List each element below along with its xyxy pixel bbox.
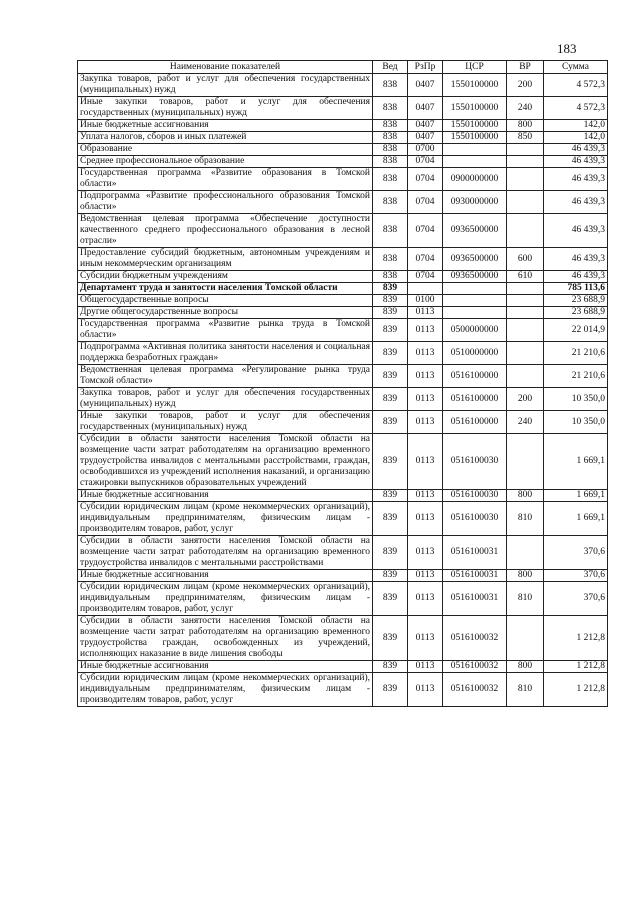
cell-csr <box>443 295 507 307</box>
cell-sum: 46 439,3 <box>544 271 608 283</box>
cell-ved: 838 <box>373 120 408 132</box>
cell-ved: 839 <box>373 502 408 536</box>
cell-ved: 839 <box>373 388 408 411</box>
cell-csr: 0516100030 <box>443 490 507 502</box>
table-row <box>78 342 608 365</box>
cell-name: Закупка товаров, работ и услуг для обеспечения государственных (муниципальных) нужд <box>78 388 373 411</box>
header-rzpr: РзПр <box>408 61 443 74</box>
cell-ved: 838 <box>373 132 408 144</box>
cell-csr: 1550100000 <box>443 97 507 120</box>
cell-sum: 46 439,3 <box>544 168 608 191</box>
table-row <box>78 616 608 661</box>
cell-sum: 23 688,9 <box>544 295 608 307</box>
cell-rzpr: 0704 <box>408 271 443 283</box>
cell-csr: 0936500000 <box>443 214 507 248</box>
table-row <box>78 271 608 283</box>
table-row <box>78 144 608 156</box>
table-row <box>78 120 608 132</box>
cell-rzpr: 0113 <box>408 490 443 502</box>
cell-csr: 0516100031 <box>443 582 507 616</box>
cell-sum: 1 212,8 <box>544 673 608 707</box>
cell-csr: 0516100032 <box>443 673 507 707</box>
cell-vr <box>507 536 544 570</box>
cell-ved: 839 <box>373 365 408 388</box>
table-row <box>78 191 608 214</box>
cell-csr: 0516100030 <box>443 434 507 490</box>
cell-name: Иные закупки товаров, работ и услуг для обеспечения государственных (муниципальных) нужд <box>78 411 373 434</box>
cell-rzpr: 0113 <box>408 616 443 661</box>
cell-vr: 810 <box>507 582 544 616</box>
cell-csr: 1550100000 <box>443 120 507 132</box>
cell-rzpr: 0704 <box>408 191 443 214</box>
cell-csr: 1550100000 <box>443 74 507 97</box>
table-row <box>78 570 608 582</box>
cell-rzpr: 0407 <box>408 97 443 120</box>
table-row <box>78 490 608 502</box>
cell-sum: 370,6 <box>544 582 608 616</box>
cell-ved: 838 <box>373 156 408 168</box>
cell-sum: 4 572,3 <box>544 97 608 120</box>
cell-name: Подпрограмма «Развитие профессионального образования Томской области» <box>78 191 373 214</box>
cell-name: Ведомственная целевая программа «Регулирование рынка труда Томской области» <box>78 365 373 388</box>
cell-ved: 839 <box>373 307 408 319</box>
cell-vr: 240 <box>507 411 544 434</box>
cell-sum: 46 439,3 <box>544 144 608 156</box>
cell-rzpr: 0113 <box>408 319 443 342</box>
cell-ved: 839 <box>373 434 408 490</box>
cell-rzpr: 0113 <box>408 434 443 490</box>
table-row <box>78 74 608 97</box>
cell-csr <box>443 156 507 168</box>
cell-ved: 839 <box>373 673 408 707</box>
table-row <box>78 132 608 144</box>
cell-rzpr: 0700 <box>408 144 443 156</box>
cell-rzpr: 0113 <box>408 570 443 582</box>
cell-vr: 600 <box>507 248 544 271</box>
cell-sum: 370,6 <box>544 570 608 582</box>
cell-ved: 838 <box>373 74 408 97</box>
cell-name: Субсидии в области занятости населения Томской области на возмещение части затрат работодателям на организацию временного трудоустройства инвалидов с ментальными расстройствами, граждан, освободившихся из учреждений исполнения наказаний, и организацию стажировки выпускников образовательных учреждений <box>78 434 373 490</box>
cell-sum: 1 669,1 <box>544 434 608 490</box>
cell-sum: 21 210,6 <box>544 365 608 388</box>
cell-vr <box>507 214 544 248</box>
cell-csr: 0516100000 <box>443 411 507 434</box>
cell-sum: 1 669,1 <box>544 490 608 502</box>
cell-name: Образование <box>78 144 373 156</box>
cell-ved: 839 <box>373 616 408 661</box>
cell-ved: 839 <box>373 411 408 434</box>
cell-vr: 810 <box>507 673 544 707</box>
cell-sum: 4 572,3 <box>544 74 608 97</box>
cell-rzpr <box>408 283 443 295</box>
cell-csr: 0936500000 <box>443 248 507 271</box>
cell-name: Общегосударственные вопросы <box>78 295 373 307</box>
table-row <box>78 365 608 388</box>
cell-csr: 0516100031 <box>443 536 507 570</box>
cell-name: Иные закупки товаров, работ и услуг для обеспечения государственных (муниципальных) нужд <box>78 97 373 120</box>
table-row <box>78 97 608 120</box>
cell-rzpr: 0704 <box>408 248 443 271</box>
cell-name: Среднее профессиональное образование <box>78 156 373 168</box>
cell-ved: 838 <box>373 144 408 156</box>
cell-name: Закупка товаров, работ и услуг для обеспечения государственных (муниципальных) нужд <box>78 74 373 97</box>
cell-name: Подпрограмма «Активная политика занятости населения и социальная поддержка безработных граждан» <box>78 342 373 365</box>
cell-csr: 0510000000 <box>443 342 507 365</box>
table-row <box>78 248 608 271</box>
cell-csr: 0516100032 <box>443 661 507 673</box>
header-name: Наименование показателей <box>78 61 373 74</box>
cell-rzpr: 0113 <box>408 536 443 570</box>
cell-name: Субсидии бюджетным учреждениям <box>78 271 373 283</box>
cell-sum: 10 350,0 <box>544 411 608 434</box>
cell-rzpr: 0113 <box>408 502 443 536</box>
table-row <box>78 156 608 168</box>
cell-csr: 0500000000 <box>443 319 507 342</box>
cell-sum: 21 210,6 <box>544 342 608 365</box>
cell-name: Ведомственная целевая программа «Обеспечение доступности качественного среднего профессионального образования в лесной отрасли» <box>78 214 373 248</box>
cell-name: Государственная программа «Развитие образования в Томской области» <box>78 168 373 191</box>
header-vr: ВР <box>507 61 544 74</box>
header-sum: Сумма <box>544 61 608 74</box>
cell-rzpr: 0113 <box>408 673 443 707</box>
table-row <box>78 388 608 411</box>
table-row <box>78 411 608 434</box>
cell-sum: 1 212,8 <box>544 616 608 661</box>
cell-vr <box>507 342 544 365</box>
cell-csr: 0936500000 <box>443 271 507 283</box>
cell-ved: 839 <box>373 295 408 307</box>
table-row <box>78 673 608 707</box>
cell-ved: 839 <box>373 570 408 582</box>
cell-vr: 800 <box>507 490 544 502</box>
cell-ved: 839 <box>373 342 408 365</box>
cell-vr <box>507 365 544 388</box>
cell-name: Субсидии юридическим лицам (кроме некоммерческих организаций), индивидуальным предпринимателям, физическим лицам - производителям товаров, работ, услуг <box>78 673 373 707</box>
cell-csr <box>443 144 507 156</box>
cell-vr <box>507 191 544 214</box>
table-row <box>78 168 608 191</box>
cell-vr: 240 <box>507 97 544 120</box>
cell-name: Субсидии в области занятости населения Томской области на возмещение части затрат работодателям на организацию временного трудоустройства граждан, освобожденных из учреждений, исполняющих наказание в виде лишения свободы <box>78 616 373 661</box>
cell-rzpr: 0407 <box>408 120 443 132</box>
cell-vr <box>507 307 544 319</box>
table-row <box>78 295 608 307</box>
cell-vr <box>507 168 544 191</box>
table-row <box>78 319 608 342</box>
table-row <box>78 582 608 616</box>
cell-name: Иные бюджетные ассигнования <box>78 490 373 502</box>
cell-vr: 810 <box>507 502 544 536</box>
cell-rzpr: 0113 <box>408 365 443 388</box>
cell-csr: 0930000000 <box>443 191 507 214</box>
cell-vr: 200 <box>507 74 544 97</box>
cell-vr: 850 <box>507 132 544 144</box>
cell-sum: 142,0 <box>544 132 608 144</box>
cell-sum: 23 688,9 <box>544 307 608 319</box>
cell-csr: 0516100032 <box>443 616 507 661</box>
cell-sum: 22 014,9 <box>544 319 608 342</box>
table-row <box>78 214 608 248</box>
cell-ved: 838 <box>373 214 408 248</box>
cell-ved: 838 <box>373 97 408 120</box>
cell-sum: 46 439,3 <box>544 191 608 214</box>
cell-rzpr: 0113 <box>408 342 443 365</box>
header-ved: Вед <box>373 61 408 74</box>
cell-ved: 839 <box>373 536 408 570</box>
cell-name: Другие общегосударственные вопросы <box>78 307 373 319</box>
table-row <box>78 502 608 536</box>
cell-csr: 0516100030 <box>443 502 507 536</box>
cell-name: Уплата налогов, сборов и иных платежей <box>78 132 373 144</box>
cell-sum: 46 439,3 <box>544 156 608 168</box>
cell-rzpr: 0100 <box>408 295 443 307</box>
cell-name: Субсидии в области занятости населения Томской области на возмещение части затрат работодателям на организацию временного трудоустройства инвалидов с ментальными расстройствами <box>78 536 373 570</box>
cell-name: Иные бюджетные ассигнования <box>78 570 373 582</box>
cell-sum: 10 350,0 <box>544 388 608 411</box>
cell-name: Предоставление субсидий бюджетным, автономным учреждениям и иным некоммерческим организациям <box>78 248 373 271</box>
cell-ved: 838 <box>373 248 408 271</box>
table-row <box>78 307 608 319</box>
cell-rzpr: 0113 <box>408 307 443 319</box>
cell-vr <box>507 283 544 295</box>
cell-vr: 800 <box>507 661 544 673</box>
cell-vr <box>507 434 544 490</box>
cell-vr <box>507 616 544 661</box>
cell-rzpr: 0113 <box>408 411 443 434</box>
table-row <box>78 434 608 490</box>
cell-ved: 839 <box>373 490 408 502</box>
cell-ved: 839 <box>373 582 408 616</box>
cell-vr: 800 <box>507 570 544 582</box>
cell-sum: 785 113,6 <box>544 283 608 295</box>
cell-name: Иные бюджетные ассигнования <box>78 661 373 673</box>
cell-vr: 800 <box>507 120 544 132</box>
table-row <box>78 536 608 570</box>
cell-rzpr: 0407 <box>408 74 443 97</box>
cell-sum: 46 439,3 <box>544 248 608 271</box>
cell-csr: 1550100000 <box>443 132 507 144</box>
cell-ved: 839 <box>373 319 408 342</box>
cell-rzpr: 0113 <box>408 582 443 616</box>
cell-rzpr: 0704 <box>408 156 443 168</box>
cell-ved: 838 <box>373 271 408 283</box>
cell-csr: 0516100000 <box>443 388 507 411</box>
cell-rzpr: 0704 <box>408 214 443 248</box>
cell-rzpr: 0704 <box>408 168 443 191</box>
cell-ved: 839 <box>373 283 408 295</box>
cell-sum: 1 212,8 <box>544 661 608 673</box>
cell-csr <box>443 307 507 319</box>
table-row <box>78 283 608 295</box>
cell-ved: 839 <box>373 661 408 673</box>
cell-ved: 838 <box>373 168 408 191</box>
cell-name: Субсидии юридическим лицам (кроме некоммерческих организаций), индивидуальным предпринимателям, физическим лицам - производителям товаров, работ, услуг <box>78 502 373 536</box>
cell-sum: 370,6 <box>544 536 608 570</box>
cell-name: Государственная программа «Развитие рынка труда в Томской области» <box>78 319 373 342</box>
cell-sum: 142,0 <box>544 120 608 132</box>
cell-sum: 46 439,3 <box>544 214 608 248</box>
cell-name: Субсидии юридическим лицам (кроме некоммерческих организаций), индивидуальным предпринимателям, физическим лицам - производителям товаров, работ, услуг <box>78 582 373 616</box>
cell-vr <box>507 156 544 168</box>
cell-vr <box>507 295 544 307</box>
cell-ved: 838 <box>373 191 408 214</box>
cell-rzpr: 0113 <box>408 661 443 673</box>
cell-rzpr: 0113 <box>408 388 443 411</box>
cell-vr: 200 <box>507 388 544 411</box>
cell-sum: 1 669,1 <box>544 502 608 536</box>
page-number: 183 <box>557 41 577 56</box>
budget-table <box>77 60 608 707</box>
cell-csr <box>443 283 507 295</box>
cell-name: Департамент труда и занятости населения Томской области <box>78 283 373 295</box>
cell-rzpr: 0407 <box>408 132 443 144</box>
cell-vr <box>507 319 544 342</box>
table-row <box>78 661 608 673</box>
cell-csr: 0516100031 <box>443 570 507 582</box>
cell-csr: 0900000000 <box>443 168 507 191</box>
cell-vr: 610 <box>507 271 544 283</box>
header-csr: ЦСР <box>443 61 507 74</box>
cell-csr: 0516100000 <box>443 365 507 388</box>
cell-name: Иные бюджетные ассигнования <box>78 120 373 132</box>
table-header-row <box>78 61 608 74</box>
cell-vr <box>507 144 544 156</box>
